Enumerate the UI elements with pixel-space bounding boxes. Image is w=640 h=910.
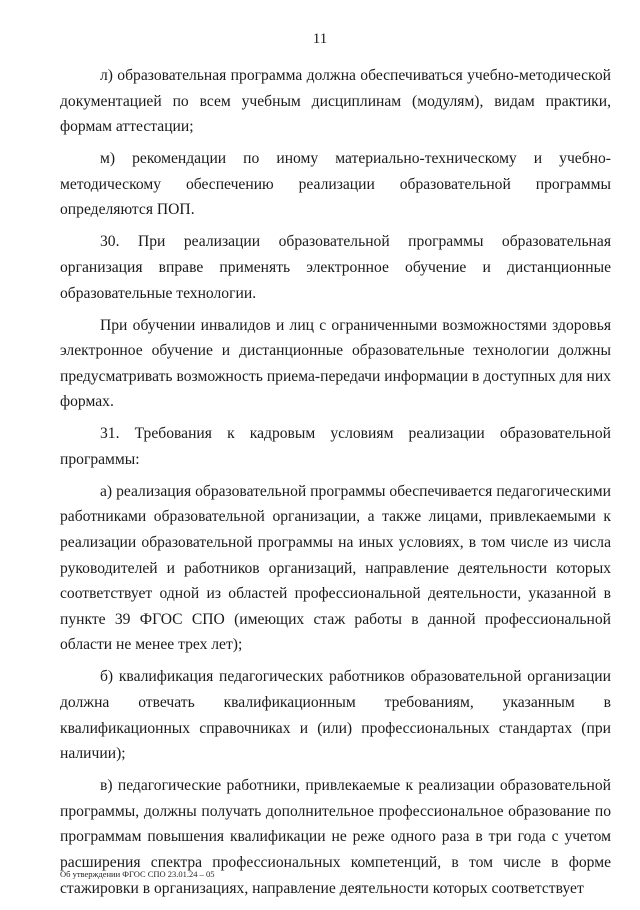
paragraph-m: м) рекомендации по иному материально-техническому и учебно-методическому обеспечению реализации образовательной программы определяются ПОП. bbox=[60, 150, 611, 219]
document-body bbox=[60, 63, 611, 908]
page-number: 11 bbox=[312, 31, 328, 47]
paragraph-31: 31. Требования к кадровым условиям реализации образовательной программы: bbox=[60, 425, 611, 468]
paragraph-b: б) квалификация педагогических работников образовательной организации должна отвечать квалификационным требованиям, указанным в квалификационных справочниках и (или) профессиональных стандартах (при наличии); bbox=[60, 668, 611, 763]
paragraph-disabled-learners: При обучении инвалидов и лиц с ограниченными возможностями здоровья электронное обучение и дистанционные образовательные технологии должны предусматривать возможность приема-передачи информации в доступных для них формах. bbox=[60, 316, 611, 411]
paragraph-l: л) образовательная программа должна обеспечиваться учебно-методической документацией по всем учебным дисциплинам (модулям), видам практики, формам аттестации; bbox=[60, 67, 611, 136]
page-footer: Об утверждении ФГОС СПО 23.01.24 – 05 bbox=[60, 869, 215, 879]
paragraph-a: а) реализация образовательной программы обеспечивается педагогическими работниками образовательной организации, а также лицами, привлекаемыми к реализации образовательной программы на иных условиях, в том числе из числа руководителей и работников организаций, направление деятельности которых соответствует одной из областей профессиональной деятельности, указанной в пункте 39 ФГОС СПО (имеющих стаж работы в данной профессиональной области не менее трех лет); bbox=[60, 482, 611, 654]
paragraph-30: 30. При реализации образовательной программы образовательная организация вправе применять электронное обучение и дистанционные образовательные технологии. bbox=[60, 233, 611, 302]
paragraph-v: в) педагогические работники, привлекаемые к реализации образовательной программы, должны получать дополнительное профессиональное образование по программам повышения квалификации не реже одного раза в три года с учетом расширения спектра профессиональных компетенций, в том числе в форме стажировки в организациях, направление деятельности которых соответствует bbox=[60, 777, 611, 897]
